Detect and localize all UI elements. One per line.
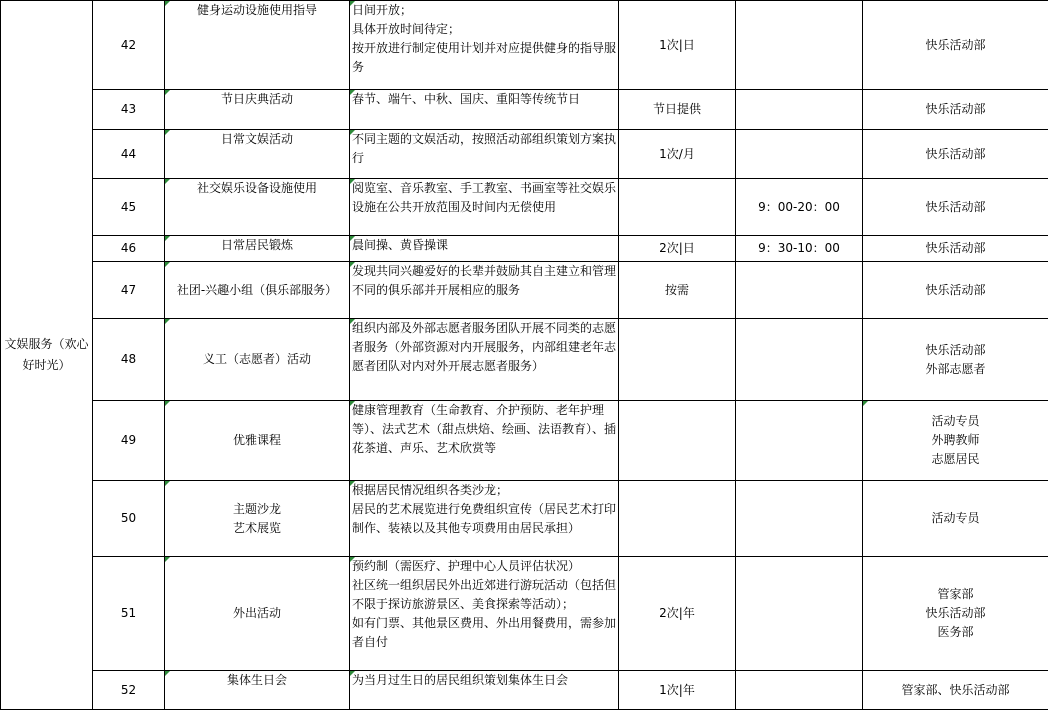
service-name [165, 262, 350, 319]
cell-line: 日间开放； [352, 1, 616, 20]
cell-line: 医务部 [865, 623, 1046, 642]
service-content [350, 319, 619, 401]
responsible-department [863, 130, 1048, 179]
cell-line: 快乐活动部 [865, 341, 1046, 360]
service-name [165, 236, 350, 262]
cell-line: 快乐活动部 [865, 239, 1046, 258]
table-row [1, 236, 1048, 262]
table-row [1, 319, 1048, 401]
row-number: 47 [93, 262, 165, 319]
service-frequency: 2次|日 [619, 236, 736, 262]
cell-line: 活动专员 [865, 412, 1046, 431]
service-time [736, 130, 863, 179]
service-time [736, 401, 863, 481]
row-number: 43 [93, 90, 165, 130]
cell-line: 节日庆典活动 [167, 90, 347, 109]
responsible-department [863, 557, 1048, 671]
row-number: 45 [93, 179, 165, 236]
service-frequency: 2次|年 [619, 557, 736, 671]
service-time [736, 481, 863, 557]
service-content [350, 557, 619, 671]
cell-line: 快乐活动部 [865, 145, 1046, 164]
row-number: 48 [93, 319, 165, 401]
cell-line: 快乐活动部 [865, 604, 1046, 623]
service-name [165, 179, 350, 236]
service-content [350, 90, 619, 130]
responsible-department [863, 179, 1048, 236]
service-frequency: 1次/月 [619, 130, 736, 179]
row-number: 51 [93, 557, 165, 671]
responsible-department [863, 671, 1048, 710]
service-frequency: 按需 [619, 262, 736, 319]
table-row [1, 262, 1048, 319]
table-row [1, 557, 1048, 671]
responsible-department [863, 236, 1048, 262]
row-number: 42 [93, 1, 165, 90]
responsible-department [863, 90, 1048, 130]
service-content [350, 1, 619, 90]
cell-line: 社团-兴趣小组（俱乐部服务） [167, 281, 347, 300]
cell-line: 组织内部及外部志愿者服务团队开展不同类的志愿者服务（外部资源对内开展服务，内部组建老年志愿者团队对内对外开展志愿者服务） [352, 319, 616, 376]
cell-line: 义工（志愿者）活动 [167, 350, 347, 369]
cell-line: 管家部、快乐活动部 [865, 681, 1046, 700]
cell-line: 活动专员 [865, 509, 1046, 528]
service-frequency [619, 401, 736, 481]
service-time [736, 90, 863, 130]
service-frequency [619, 481, 736, 557]
service-time: 9：00-20：00 [736, 179, 863, 236]
table-row [1, 401, 1048, 481]
cell-line: 具体开放时间待定； [352, 20, 616, 39]
service-content [350, 130, 619, 179]
cell-line: 健康管理教育（生命教育、介护预防、老年护理等）、法式艺术（甜点烘焙、绘画、法语教育）、插花茶道、声乐、艺术欣赏等 [352, 401, 616, 458]
cell-line: 如有门票、其他景区费用、外出用餐费用，需参加者自付 [352, 614, 616, 652]
table-row [1, 1, 1048, 90]
cell-line: 社交娱乐设备设施使用 [167, 179, 347, 198]
table-row [1, 130, 1048, 179]
table-row [1, 481, 1048, 557]
responsible-department [863, 401, 1048, 481]
row-number: 50 [93, 481, 165, 557]
service-content [350, 179, 619, 236]
cell-line: 日常居民锻炼 [167, 236, 347, 255]
service-time [736, 557, 863, 671]
cell-line: 艺术展览 [167, 519, 347, 538]
service-name [165, 1, 350, 90]
service-frequency: 1次|日 [619, 1, 736, 90]
cell-line: 管家部 [865, 585, 1046, 604]
service-time [736, 1, 863, 90]
cell-line: 为当月过生日的居民组织策划集体生日会 [352, 671, 616, 690]
cell-line: 优雅课程 [167, 431, 347, 450]
cell-line: 阅览室、音乐教室、手工教室、书画室等社交娱乐设施在公共开放范围及时间内无偿使用 [352, 179, 616, 217]
service-content [350, 401, 619, 481]
service-frequency: 节日提供 [619, 90, 736, 130]
responsible-department [863, 481, 1048, 557]
table-row [1, 179, 1048, 236]
cell-line: 根据居民情况组织各类沙龙； [352, 481, 616, 500]
row-number: 49 [93, 401, 165, 481]
responsible-department [863, 319, 1048, 401]
cell-line: 外聘教师 [865, 431, 1046, 450]
row-number: 44 [93, 130, 165, 179]
cell-line: 外出活动 [167, 604, 347, 623]
row-number: 46 [93, 236, 165, 262]
table-row [1, 90, 1048, 130]
table-row [1, 671, 1048, 710]
service-content [350, 236, 619, 262]
service-name [165, 557, 350, 671]
cell-line: 快乐活动部 [865, 36, 1046, 55]
cell-line: 外部志愿者 [865, 360, 1046, 379]
cell-line: 快乐活动部 [865, 100, 1046, 119]
cell-line: 主题沙龙 [167, 500, 347, 519]
cell-line: 志愿居民 [865, 450, 1046, 469]
service-time: 9：30-10：00 [736, 236, 863, 262]
service-frequency [619, 179, 736, 236]
cell-line: 日常文娱活动 [167, 130, 347, 149]
cell-line: 居民的艺术展览进行免费组织宣传（居民艺术打印制作、装裱以及其他专项费用由居民承担） [352, 500, 616, 538]
service-frequency [619, 319, 736, 401]
service-time [736, 262, 863, 319]
cell-line: 快乐活动部 [865, 281, 1046, 300]
service-content [350, 262, 619, 319]
service-name [165, 481, 350, 557]
cell-line: 社区统一组织居民外出近郊进行游玩活动（包括但不限于探访旅游景区、美食探索等活动）； [352, 576, 616, 614]
service-name [165, 130, 350, 179]
cell-line: 按开放进行制定使用计划并对应提供健身的指导服务 [352, 39, 616, 77]
cell-line: 晨间操、黄昏操课 [352, 236, 616, 255]
cell-line: 发现共同兴趣爱好的长辈并鼓励其自主建立和管理不同的俱乐部并开展相应的服务 [352, 262, 616, 300]
service-name [165, 90, 350, 130]
service-content [350, 671, 619, 710]
cell-line: 集体生日会 [167, 671, 347, 690]
service-time [736, 319, 863, 401]
service-content [350, 481, 619, 557]
cell-line: 不同主题的文娱活动，按照活动部组织策划方案执行 [352, 130, 616, 168]
category-cell: 文娱服务（欢心好时光） [1, 1, 93, 710]
cell-line: 健身运动设施使用指导 [167, 1, 347, 20]
cell-line: 预约制（需医疗、护理中心人员评估状况） [352, 557, 616, 576]
row-number: 52 [93, 671, 165, 710]
service-time [736, 671, 863, 710]
responsible-department [863, 262, 1048, 319]
service-name [165, 671, 350, 710]
responsible-department [863, 1, 1048, 90]
cell-line: 快乐活动部 [865, 198, 1046, 217]
service-name [165, 401, 350, 481]
cell-line: 春节、端午、中秋、国庆、重阳等传统节日 [352, 90, 616, 109]
service-frequency: 1次|年 [619, 671, 736, 710]
service-name [165, 319, 350, 401]
